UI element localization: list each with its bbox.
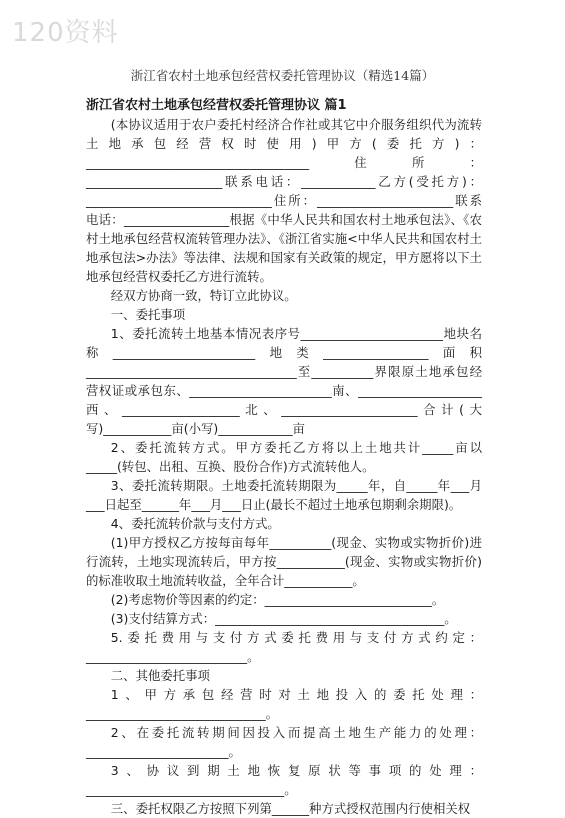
paragraph-price-1: (1)甲方授权乙方按每亩每年__________(现金、实物或实物折价)进行流转，土地实现流转后，甲方按___________(现金、实物或实物折价)的标准收取土地流转收益，全年合计___________。 bbox=[86, 535, 482, 588]
paragraph-agreement: 经双方协商一致，特订立此协议。 bbox=[110, 288, 297, 303]
section-heading-1: 一、委托事项 bbox=[110, 307, 186, 322]
paragraph-price-heading: 4、委托流转价款与支付方式。 bbox=[110, 516, 280, 531]
watermark: 120资料 bbox=[12, 18, 119, 48]
paragraph-fee: 5.委托费用与支付方式委托费用与支付方式约定：__________________________。 bbox=[86, 630, 482, 664]
document-header: 浙江省农村土地承包经营权委托管理协议（精选14篇） bbox=[130, 68, 435, 83]
paragraph-transfer-method: 2、委托流转方式。甲方委托乙方将以上土地共计_____亩以_____(转包、出租、互换、股份合作)方式流转他人。 bbox=[86, 440, 482, 474]
paragraph-transfer-term: 3、委托流转期限。土地委托流转期限为_____年，自_____年___月___日起至______年___月___日止(最长不超过土地承包期剩余期限)。 bbox=[86, 478, 482, 512]
paragraph-other-1: 1、甲方承包经营时对土地投入的委托处理：_____________________________。 bbox=[86, 687, 482, 721]
document-title: 浙江省农村土地承包经营权委托管理协议 篇1 bbox=[86, 98, 347, 113]
paragraph-price-3: (3)支付结算方式：_____________________________________。 bbox=[110, 611, 457, 626]
paragraph-intro: (本协议适用于农户委托村经济合作社或其它中介服务组织代为流转土地承包经营权时使用)甲方(委托方)：____________________________________住所：______________________联系电话：____________乙方(受托方)：______________________________住所：______________________联系电话：_________________根据《中华人民共和国农村土地承包法》、《农村土地承包经营权流转管理办法》、《浙江省实施<中华人民共和国农村土地承包法>办法》等法律、法规和国家有关政策的规定，甲方愿将以下土地承包经营权委托乙方进行流转。 bbox=[86, 117, 482, 284]
paragraph-other-2: 2、在委托流转期间因投入而提高土地生产能力的处理：_______________________。 bbox=[86, 725, 482, 759]
paragraph-authority: 三、委托权限乙方按照下列第______种方式授权范围内行使相关权 bbox=[110, 801, 471, 816]
document-body bbox=[86, 96, 482, 818]
paragraph-other-3: 3、协议到期土地恢复原状等事项的处理：________________________________。 bbox=[86, 763, 482, 797]
section-heading-2: 二、其他委托事项 bbox=[110, 668, 210, 683]
paragraph-price-2: (2)考虑物价等因素的约定：___________________________。 bbox=[110, 592, 445, 607]
paragraph-land-info: 1、委托流转土地基本情况表序号_______________________地块名称_______________________地类_________________面积__________________________________至__________界限原土地承包经营权证或承包东、_______________________南、____________________西、___________________北、______________________合计(大写)___________亩(小写)____________亩 bbox=[86, 326, 482, 436]
